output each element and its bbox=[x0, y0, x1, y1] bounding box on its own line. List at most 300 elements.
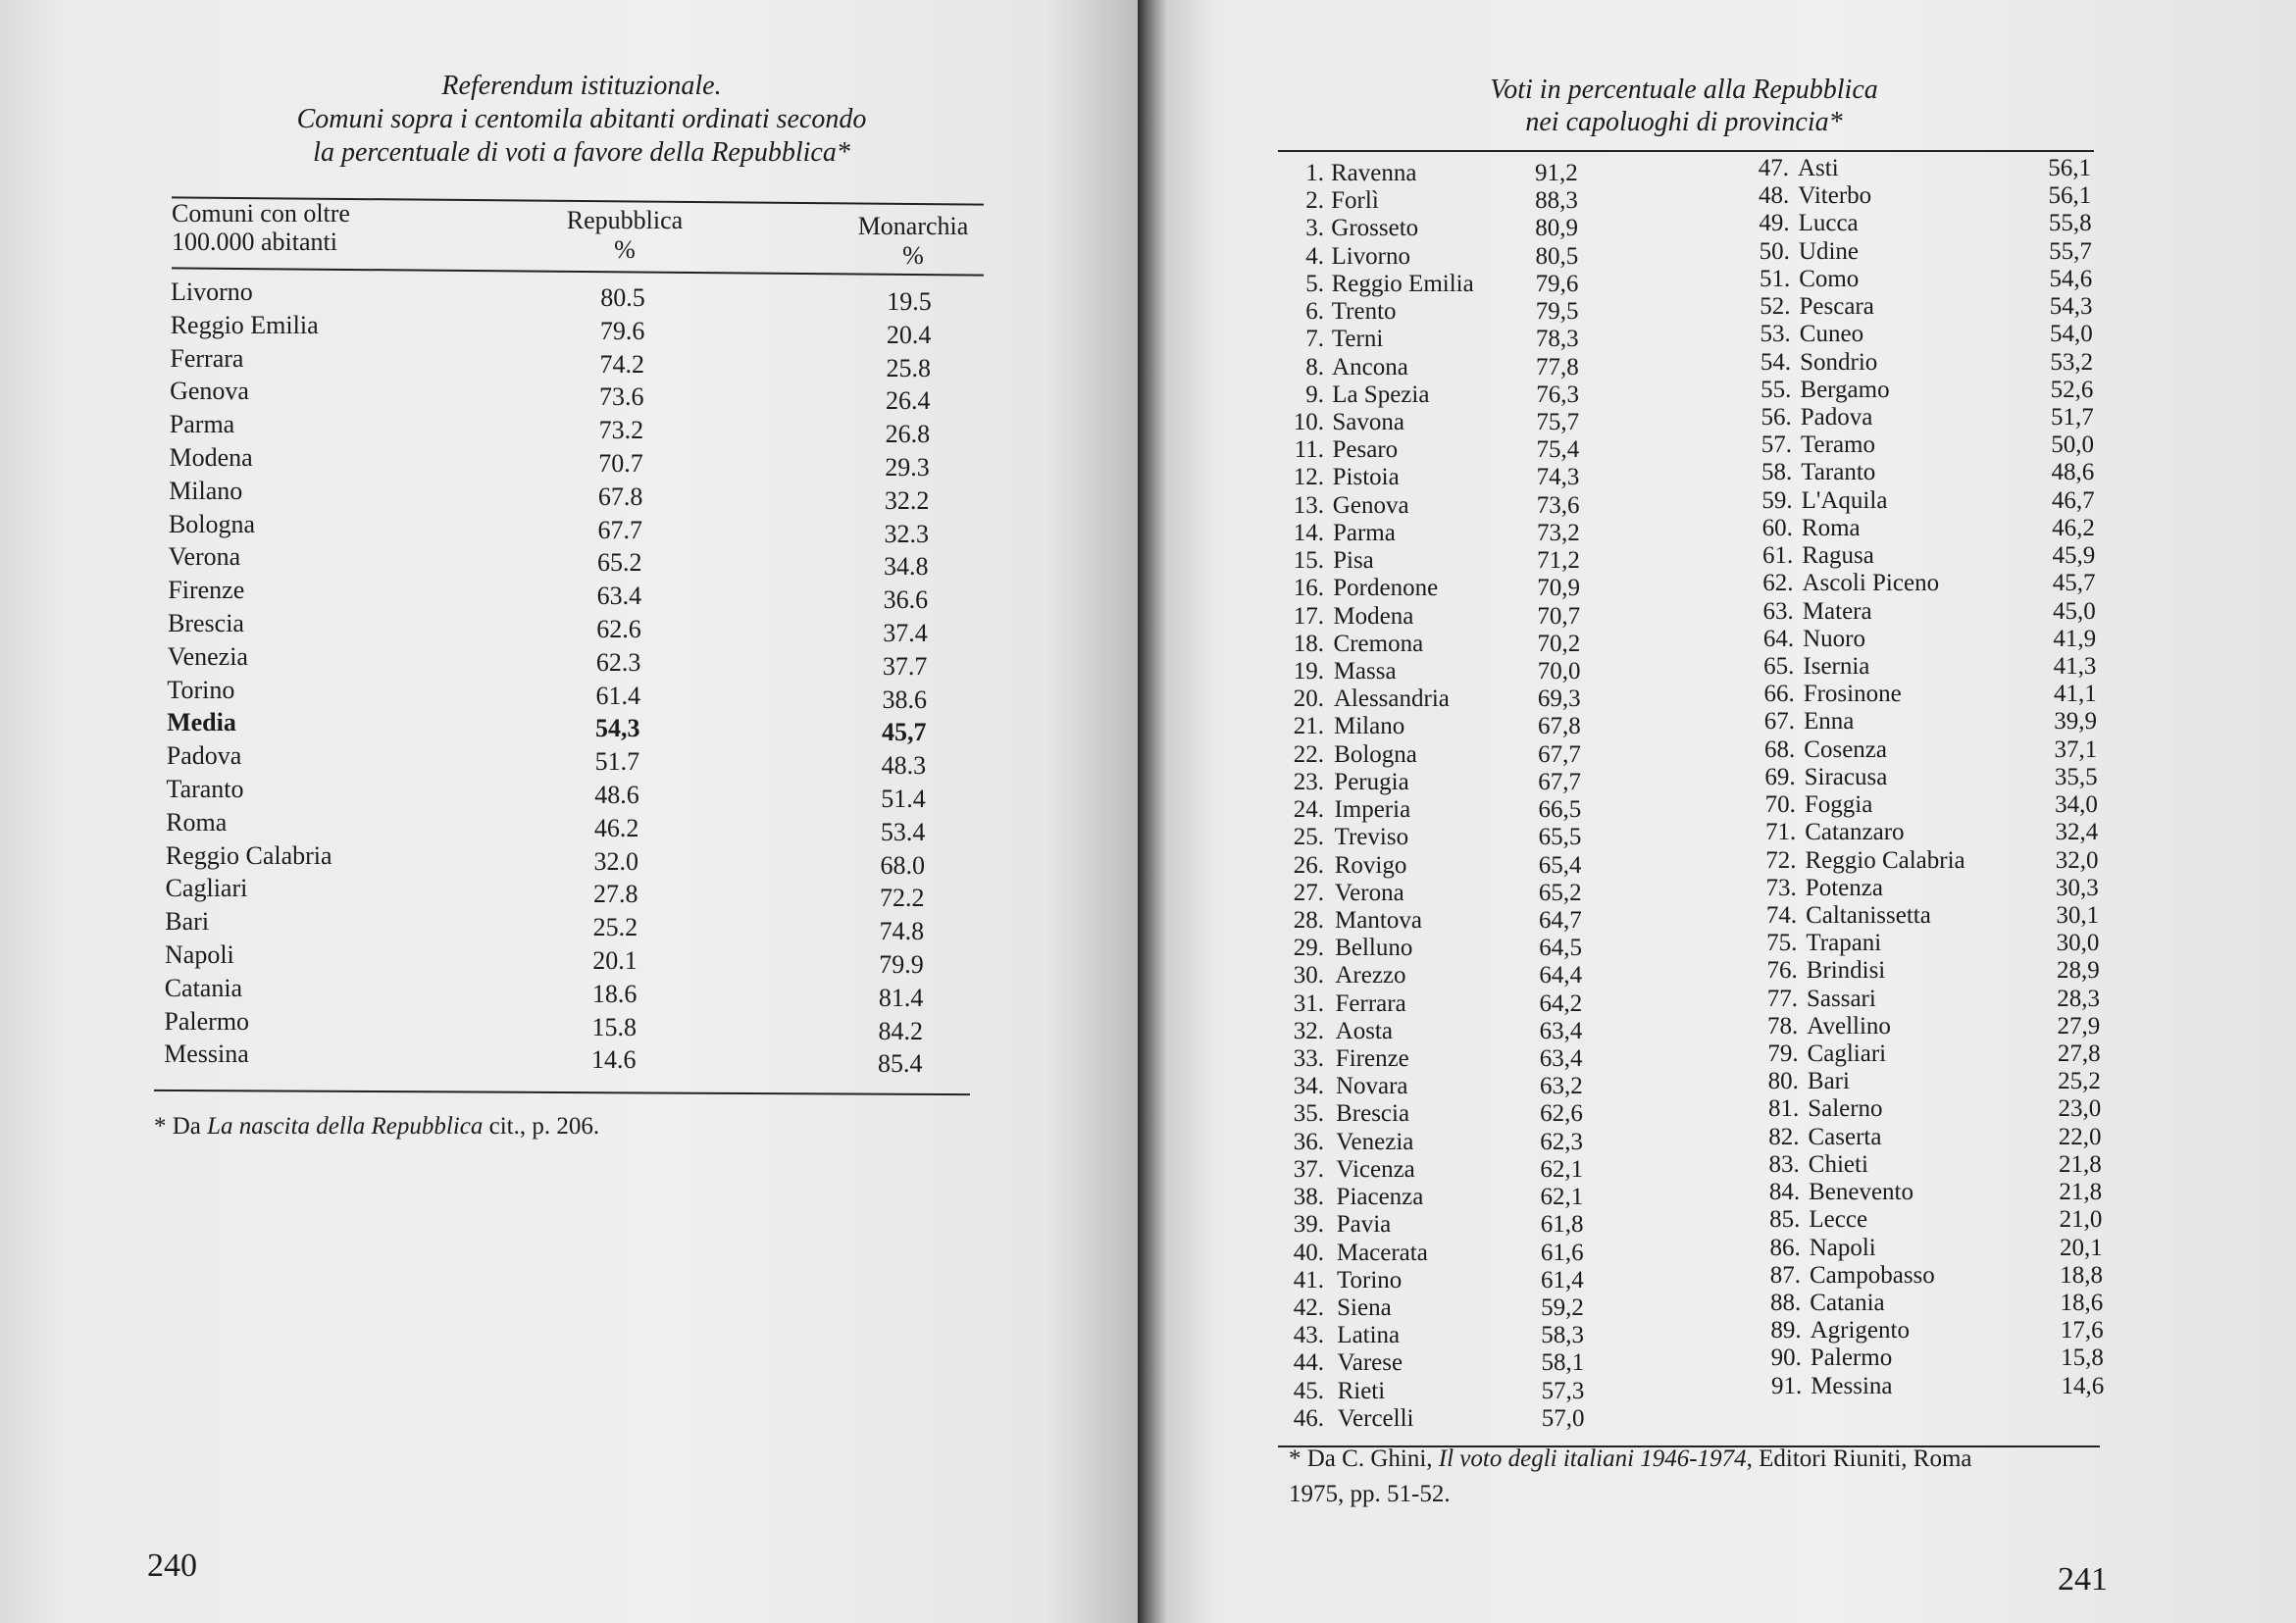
rank: 10. bbox=[1293, 408, 1324, 435]
capoluogo-name: Venezia bbox=[1336, 1128, 1414, 1155]
monarchia-value: 72.2 bbox=[880, 884, 925, 913]
rank: 63. bbox=[1762, 597, 1794, 625]
repubblica-value: 62.3 bbox=[595, 647, 641, 677]
capoluogo-name: Ancona bbox=[1332, 353, 1408, 380]
rank: 19. bbox=[1293, 657, 1324, 685]
rank: 41. bbox=[1293, 1266, 1324, 1293]
capoluogo-name: Frosinone bbox=[1803, 681, 1902, 708]
capoluogo-name: Imperia bbox=[1334, 796, 1411, 824]
rank: 26. bbox=[1293, 851, 1324, 879]
rank: 33. bbox=[1293, 1045, 1324, 1073]
rank: 88. bbox=[1770, 1290, 1802, 1317]
capoluogo-name: Treviso bbox=[1334, 824, 1409, 851]
capoluogo-name: Cagliari bbox=[1807, 1040, 1887, 1068]
rank: 17. bbox=[1293, 602, 1324, 630]
rank: 25. bbox=[1293, 824, 1324, 851]
monarchia-value: 20.4 bbox=[886, 320, 932, 349]
header-comuni-2: 100.000 abitanti bbox=[172, 228, 337, 256]
percent-value: 57,0 bbox=[1541, 1404, 1585, 1432]
capoluogo-name: Genova bbox=[1332, 491, 1409, 519]
percent-value: 64,5 bbox=[1539, 935, 1582, 962]
percent-value: 20,1 bbox=[2059, 1234, 2103, 1261]
capoluogo-name: L'Aquila bbox=[1801, 486, 1888, 514]
rank: 5. bbox=[1305, 270, 1324, 297]
comune-name: Genova bbox=[170, 377, 249, 406]
table-title-line: Referendum istituzionale. bbox=[441, 71, 722, 101]
rank: 71. bbox=[1764, 819, 1797, 846]
rank: 52. bbox=[1760, 293, 1791, 321]
percent-value: 61,8 bbox=[1540, 1211, 1584, 1239]
percent-value: 48,6 bbox=[2051, 459, 2095, 486]
percent-value: 32,4 bbox=[2055, 819, 2099, 846]
comune-name: Catania bbox=[164, 973, 243, 1002]
rank: 3. bbox=[1305, 215, 1324, 242]
percent-value: 18,8 bbox=[2060, 1261, 2103, 1289]
rank: 28. bbox=[1293, 906, 1324, 934]
repubblica-value: 73.6 bbox=[599, 382, 644, 412]
percent-value: 23,0 bbox=[2058, 1095, 2102, 1123]
rank: 42. bbox=[1293, 1294, 1324, 1322]
monarchia-value: 84.2 bbox=[878, 1016, 923, 1045]
rank: 7. bbox=[1305, 326, 1324, 353]
repubblica-value: 63.4 bbox=[596, 582, 642, 611]
right-page bbox=[1138, 0, 2296, 1623]
repubblica-value: 65.2 bbox=[597, 548, 642, 578]
percent-value: 35,5 bbox=[2054, 763, 2098, 790]
percent-value: 61,4 bbox=[1541, 1266, 1584, 1293]
rank: 47. bbox=[1758, 155, 1789, 181]
percent-value: 80,9 bbox=[1535, 215, 1579, 242]
percent-value: 46,2 bbox=[2052, 514, 2095, 541]
monarchia-value: 74.8 bbox=[879, 917, 925, 946]
capoluogo-name: Palermo bbox=[1810, 1344, 1893, 1372]
monarchia-value: 26.8 bbox=[885, 420, 931, 449]
percent-value: 22,0 bbox=[2058, 1123, 2102, 1150]
rank: 75. bbox=[1766, 930, 1798, 957]
comune-name: Bari bbox=[165, 907, 210, 937]
capoluogo-name: Napoli bbox=[1809, 1234, 1876, 1261]
rank: 15. bbox=[1293, 547, 1324, 575]
rank: 45. bbox=[1293, 1377, 1324, 1404]
capoluogo-name: Reggio Emilia bbox=[1331, 270, 1474, 297]
rank: 72. bbox=[1765, 846, 1797, 874]
capoluogo-name: Macerata bbox=[1336, 1239, 1428, 1266]
capoluogo-name: Verona bbox=[1334, 879, 1404, 906]
comune-name: Torino bbox=[167, 675, 235, 704]
rank: 55. bbox=[1760, 376, 1792, 403]
footnote-title: Il voto degli italiani 1946-1974 bbox=[1438, 1445, 1747, 1472]
percent-value: 39,9 bbox=[2054, 708, 2097, 735]
repubblica-value: 73.2 bbox=[598, 416, 644, 445]
capoluogo-name: Salerno bbox=[1808, 1095, 1883, 1123]
percent-value: 79,5 bbox=[1535, 298, 1579, 326]
comune-name: Padova bbox=[166, 741, 242, 771]
percent-value: 34,0 bbox=[2055, 791, 2098, 819]
percent-value: 30,1 bbox=[2056, 901, 2100, 929]
monarchia-value: 37.4 bbox=[883, 619, 928, 647]
capoluogo-name: Varese bbox=[1337, 1349, 1403, 1377]
percent-value: 63,4 bbox=[1539, 1045, 1583, 1073]
repubblica-value: 79.6 bbox=[599, 316, 645, 345]
capoluogo-name: La Spezia bbox=[1332, 380, 1430, 408]
capoluogo-name: Piacenza bbox=[1336, 1184, 1424, 1211]
percent-value: 63,4 bbox=[1539, 1017, 1583, 1044]
percent-value: 66,5 bbox=[1538, 796, 1582, 824]
comune-name: Ferrara bbox=[170, 343, 244, 373]
rank: 16. bbox=[1293, 575, 1324, 602]
capoluogo-name: Avellino bbox=[1807, 1012, 1891, 1040]
capoluogo-name: Cremona bbox=[1333, 630, 1424, 657]
rank: 65. bbox=[1763, 652, 1795, 680]
percent-value: 78,3 bbox=[1535, 326, 1579, 353]
capoluogo-name: Parma bbox=[1332, 519, 1396, 546]
rank: 58. bbox=[1761, 459, 1793, 486]
rank: 2. bbox=[1305, 187, 1324, 215]
rank: 85. bbox=[1769, 1206, 1801, 1234]
capoluogo-name: Pordenone bbox=[1333, 575, 1439, 602]
capoluogo-name: Arezzo bbox=[1335, 962, 1406, 989]
header-monarchia: Monarchia bbox=[857, 212, 969, 240]
capoluogo-name: Pescara bbox=[1799, 293, 1874, 321]
percent-value: 21,8 bbox=[2059, 1179, 2103, 1206]
rank: 67. bbox=[1763, 708, 1795, 735]
percent-value: 63,2 bbox=[1539, 1073, 1583, 1100]
percent-value: 45,9 bbox=[2052, 542, 2096, 570]
monarchia-value: 38.6 bbox=[882, 685, 927, 714]
monarchia-value: 34.8 bbox=[884, 552, 929, 582]
rank: 24. bbox=[1293, 796, 1324, 824]
repubblica-value: 20.1 bbox=[592, 946, 638, 975]
percent-value: 45,0 bbox=[2053, 597, 2096, 625]
comune-name: Parma bbox=[169, 410, 235, 439]
rank: 69. bbox=[1764, 763, 1796, 790]
capoluogo-name: Cosenza bbox=[1804, 735, 1887, 763]
repubblica-value: 18.6 bbox=[591, 979, 638, 1008]
percent-value: 80,5 bbox=[1535, 242, 1579, 270]
monarchia-value: 29.3 bbox=[885, 453, 930, 482]
rank: 91. bbox=[1770, 1372, 1803, 1399]
comune-name: Napoli bbox=[165, 940, 234, 969]
capoluogo-name: Enna bbox=[1804, 708, 1855, 735]
repubblica-value: 25.2 bbox=[592, 913, 638, 942]
rank: 43. bbox=[1293, 1322, 1324, 1349]
monarchia-value: 53.4 bbox=[880, 817, 926, 846]
rank: 40. bbox=[1293, 1239, 1324, 1266]
page-number: 241 bbox=[2058, 1561, 2108, 1598]
rank: 53. bbox=[1760, 321, 1791, 348]
capoluogo-name: Ragusa bbox=[1802, 542, 1874, 570]
percent-value: 50,0 bbox=[2051, 431, 2094, 459]
rank: 38. bbox=[1293, 1184, 1324, 1211]
comune-name: Messina bbox=[164, 1040, 249, 1069]
rank: 36. bbox=[1293, 1128, 1324, 1155]
percent-value: 52,6 bbox=[2050, 376, 2094, 403]
footnote-title: La nascita della Repubblica bbox=[207, 1113, 484, 1140]
rank: 11. bbox=[1294, 436, 1324, 464]
percent-value: 59,2 bbox=[1541, 1294, 1584, 1322]
rank: 50. bbox=[1759, 237, 1790, 265]
rank: 59. bbox=[1761, 486, 1793, 514]
rank: 64. bbox=[1762, 625, 1795, 652]
rank: 66. bbox=[1763, 681, 1795, 708]
capoluogo-name: Caserta bbox=[1808, 1123, 1882, 1150]
percent-value: 41,3 bbox=[2053, 652, 2097, 680]
rank: 81. bbox=[1767, 1095, 1800, 1123]
capoluogo-name: Taranto bbox=[1801, 459, 1876, 486]
capoluogo-name: Sondrio bbox=[1800, 348, 1878, 376]
monarchia-value: 37.7 bbox=[882, 651, 928, 681]
capoluogo-name: Udine bbox=[1798, 237, 1859, 265]
capoluogo-name: Latina bbox=[1337, 1322, 1401, 1349]
percent-value: 21,8 bbox=[2059, 1150, 2102, 1178]
capoluogo-name: Milano bbox=[1334, 713, 1405, 740]
percent-value: 45,7 bbox=[2052, 570, 2096, 597]
rank: 56. bbox=[1760, 403, 1792, 431]
capoluogo-name: Rieti bbox=[1337, 1377, 1386, 1404]
capoluogo-name: Brescia bbox=[1336, 1100, 1410, 1128]
comune-name: Verona bbox=[168, 542, 241, 572]
repubblica-value: 70.7 bbox=[598, 449, 643, 478]
percent-value: 32,0 bbox=[2055, 846, 2099, 874]
percent-value: 67,7 bbox=[1538, 740, 1581, 768]
capoluogo-name: Messina bbox=[1811, 1372, 1893, 1399]
capoluogo-name: Siena bbox=[1337, 1294, 1392, 1322]
capoluogo-name: Rovigo bbox=[1334, 851, 1407, 879]
capoluogo-name: Pisa bbox=[1333, 547, 1374, 575]
percent-value: 69,3 bbox=[1537, 685, 1581, 713]
capoluogo-name: Vicenza bbox=[1336, 1155, 1415, 1183]
capoluogo-name: Trento bbox=[1331, 298, 1397, 326]
rank: 49. bbox=[1759, 210, 1790, 237]
capoluogo-name: Potenza bbox=[1805, 874, 1883, 901]
rank: 21. bbox=[1293, 713, 1324, 740]
monarchia-value: 51.4 bbox=[881, 785, 926, 813]
repubblica-value: 14.6 bbox=[591, 1045, 637, 1075]
percent-value: 41,9 bbox=[2053, 625, 2097, 652]
capoluogo-name: Isernia bbox=[1803, 652, 1870, 680]
capoluogo-name: Mantova bbox=[1335, 906, 1422, 934]
comune-name: Roma bbox=[166, 807, 228, 837]
capoluogo-name: Teramo bbox=[1801, 431, 1875, 459]
rank: 44. bbox=[1293, 1349, 1324, 1377]
footnote bbox=[154, 1113, 599, 1141]
capoluogo-name: Caltanissetta bbox=[1806, 901, 1931, 929]
percent-value: 62,1 bbox=[1540, 1155, 1584, 1183]
rank: 1. bbox=[1305, 160, 1324, 186]
rank: 22. bbox=[1293, 740, 1324, 768]
percent-value: 27,8 bbox=[2057, 1040, 2101, 1068]
rank: 37. bbox=[1293, 1155, 1324, 1183]
capoluogo-name: Forlì bbox=[1331, 187, 1379, 215]
comune-name: Reggio Calabria bbox=[165, 840, 332, 870]
repubblica-value: 27.8 bbox=[593, 880, 638, 909]
percent-value: 46,7 bbox=[2051, 486, 2095, 514]
percent-value: 71,2 bbox=[1537, 547, 1580, 575]
percent-value: 55,8 bbox=[2048, 210, 2092, 237]
percent-value: 54,6 bbox=[2049, 265, 2093, 292]
rank: 13. bbox=[1293, 491, 1324, 519]
rank: 87. bbox=[1769, 1261, 1801, 1289]
monarchia-value: 68.0 bbox=[880, 850, 925, 880]
percent-value: 62,3 bbox=[1540, 1128, 1583, 1155]
percent-value: 76,3 bbox=[1536, 380, 1579, 408]
capoluogo-name: Bergamo bbox=[1800, 376, 1890, 403]
percent-value: 54,0 bbox=[2050, 321, 2093, 348]
capoluogo-name: Belluno bbox=[1335, 935, 1413, 962]
repubblica-value: 54,3 bbox=[595, 714, 640, 743]
top-rule bbox=[1278, 150, 2094, 152]
repubblica-value: 46.2 bbox=[593, 813, 639, 842]
rank: 77. bbox=[1766, 985, 1798, 1012]
rank: 8. bbox=[1305, 353, 1324, 380]
table-title-line: la percentuale di voti a favore della Repubblica* bbox=[313, 137, 850, 168]
percent-value: 67,8 bbox=[1538, 713, 1581, 740]
rank: 68. bbox=[1764, 735, 1796, 763]
repubblica-value: 48.6 bbox=[594, 781, 639, 809]
capoluogo-name: Torino bbox=[1337, 1266, 1403, 1293]
repubblica-value: 32.0 bbox=[593, 846, 638, 876]
comune-name: Milano bbox=[169, 476, 243, 505]
capoluogo-name: Brindisi bbox=[1806, 957, 1886, 985]
percent-value: 55,7 bbox=[2049, 237, 2092, 265]
capoluogo-name: Firenze bbox=[1335, 1045, 1409, 1073]
percent-value: 64,2 bbox=[1539, 989, 1583, 1017]
comune-name: Venezia bbox=[167, 641, 248, 671]
percent-value: 21,0 bbox=[2059, 1206, 2103, 1234]
monarchia-value: 81.4 bbox=[878, 983, 924, 1012]
rank: 9. bbox=[1305, 380, 1324, 408]
table-title-line: Comuni sopra i centomila abitanti ordinati secondo bbox=[296, 104, 867, 134]
rank: 76. bbox=[1766, 957, 1798, 985]
monarchia-value: 32.2 bbox=[884, 485, 930, 515]
repubblica-value: 74.2 bbox=[599, 349, 644, 379]
capoluogo-name: Novara bbox=[1335, 1073, 1408, 1100]
capoluogo-name: Savona bbox=[1332, 408, 1404, 435]
comune-name: Modena bbox=[169, 443, 253, 472]
percent-value: 75,4 bbox=[1536, 436, 1580, 464]
table-title-line: nei capoluoghi di provincia* bbox=[1525, 107, 1843, 137]
rank: 23. bbox=[1293, 768, 1324, 795]
rank: 57. bbox=[1760, 431, 1792, 459]
percent-value: 75,7 bbox=[1536, 408, 1580, 435]
page-number: 240 bbox=[147, 1547, 197, 1584]
rank: 12. bbox=[1293, 464, 1324, 491]
monarchia-value: 19.5 bbox=[887, 287, 932, 316]
percent-value: 25,2 bbox=[2058, 1068, 2101, 1095]
percent-value: 70,2 bbox=[1537, 630, 1581, 657]
percent-value: 65,5 bbox=[1538, 824, 1582, 851]
header-repubblica-unit: % bbox=[614, 235, 636, 264]
repubblica-value: 61.4 bbox=[595, 681, 640, 710]
capoluogo-name: Bari bbox=[1807, 1068, 1850, 1095]
percent-value: 15,8 bbox=[2061, 1344, 2104, 1372]
capoluogo-name: Pistoia bbox=[1332, 464, 1400, 491]
capoluogo-name: Como bbox=[1799, 265, 1860, 292]
percent-value: 74,3 bbox=[1536, 464, 1580, 491]
rank: 32. bbox=[1293, 1017, 1324, 1044]
capoluogo-name: Bologna bbox=[1334, 740, 1417, 768]
rank: 34. bbox=[1293, 1073, 1324, 1100]
rank: 18. bbox=[1293, 630, 1324, 657]
rank: 27. bbox=[1293, 879, 1324, 906]
header-monarchia-unit: % bbox=[902, 241, 924, 270]
comune-name: Livorno bbox=[171, 278, 253, 306]
monarchia-value: 85.4 bbox=[878, 1049, 923, 1079]
capoluogo-name: Ferrara bbox=[1335, 989, 1406, 1017]
percent-value: 37,1 bbox=[2054, 735, 2098, 763]
capoluogo-name: Agrigento bbox=[1810, 1317, 1910, 1344]
percent-value: 56,1 bbox=[2048, 155, 2091, 181]
percent-value: 88,3 bbox=[1535, 187, 1578, 215]
rank: 70. bbox=[1764, 791, 1796, 819]
footnote-suffix: cit., p. 206. bbox=[483, 1113, 600, 1140]
capoluogo-name: Asti bbox=[1798, 155, 1839, 181]
capoluogo-name: Viterbo bbox=[1798, 182, 1872, 210]
percent-value: 14,6 bbox=[2061, 1372, 2105, 1399]
rank: 30. bbox=[1293, 962, 1324, 989]
percent-value: 18,6 bbox=[2060, 1290, 2104, 1317]
percent-value: 30,3 bbox=[2056, 874, 2099, 901]
comune-name: Media bbox=[167, 708, 236, 737]
capoluogo-name: Catanzaro bbox=[1805, 819, 1905, 846]
percent-value: 70,0 bbox=[1537, 657, 1581, 685]
capoluogo-name: Foggia bbox=[1804, 791, 1873, 819]
rank: 35. bbox=[1293, 1100, 1324, 1128]
capoluogo-name: Benevento bbox=[1809, 1179, 1914, 1206]
footnote bbox=[1289, 1445, 1972, 1473]
header-comuni: Comuni con oltre bbox=[172, 199, 350, 228]
monarchia-value: 48.3 bbox=[881, 751, 927, 781]
comune-name: Brescia bbox=[168, 609, 244, 637]
rank: 89. bbox=[1770, 1317, 1802, 1344]
capoluogo-name: Catania bbox=[1810, 1290, 1885, 1317]
rank: 60. bbox=[1761, 514, 1793, 541]
comune-name: Taranto bbox=[166, 775, 244, 803]
capoluogo-name: Perugia bbox=[1334, 768, 1409, 795]
capoluogo-name: Vercelli bbox=[1337, 1404, 1414, 1432]
capoluogo-name: Campobasso bbox=[1810, 1261, 1935, 1289]
capoluogo-name: Terni bbox=[1331, 326, 1384, 353]
monarchia-value: 36.6 bbox=[883, 585, 929, 615]
percent-value: 62,1 bbox=[1540, 1184, 1584, 1211]
capoluogo-name: Massa bbox=[1333, 657, 1397, 685]
rank: 4. bbox=[1305, 242, 1324, 270]
capoluogo-name: Matera bbox=[1802, 597, 1872, 625]
rank: 46. bbox=[1293, 1404, 1324, 1432]
capoluogo-name: Lucca bbox=[1798, 210, 1859, 237]
percent-value: 53,2 bbox=[2050, 348, 2094, 376]
rank: 78. bbox=[1767, 1012, 1799, 1040]
percent-value: 27,9 bbox=[2057, 1012, 2101, 1040]
table-title-line: Voti in percentuale alla Repubblica bbox=[1490, 75, 1878, 105]
percent-value: 67,7 bbox=[1538, 768, 1582, 795]
bottom-rule bbox=[154, 1090, 970, 1095]
rank: 14. bbox=[1293, 519, 1324, 546]
rank: 20. bbox=[1293, 685, 1324, 713]
percent-value: 56,1 bbox=[2048, 182, 2092, 210]
capoluogo-name: Grosseto bbox=[1331, 215, 1419, 242]
rank: 29. bbox=[1293, 935, 1324, 962]
percent-value: 65,2 bbox=[1538, 879, 1582, 906]
rank: 6. bbox=[1305, 298, 1324, 326]
rank: 62. bbox=[1762, 570, 1794, 597]
rank: 86. bbox=[1769, 1234, 1801, 1261]
rank: 79. bbox=[1767, 1040, 1799, 1068]
header-repubblica: Repubblica bbox=[566, 206, 684, 234]
percent-value: 64,4 bbox=[1539, 962, 1583, 989]
rank: 54. bbox=[1760, 348, 1792, 376]
footnote-line2: 1975, pp. 51-52. bbox=[1289, 1481, 1451, 1507]
